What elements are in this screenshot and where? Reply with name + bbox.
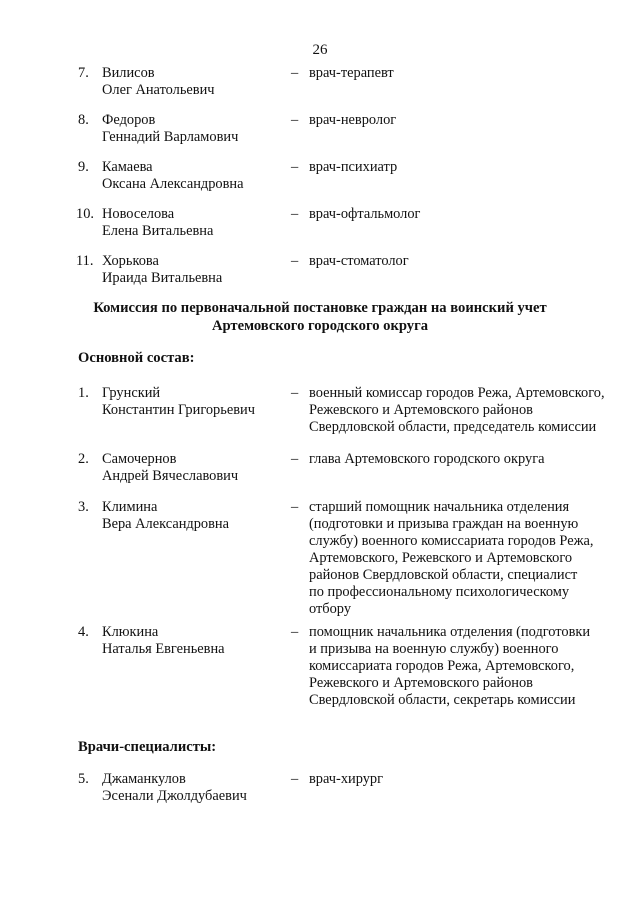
- dash-separator: –: [291, 253, 299, 269]
- role-line: комиссариата городов Режа, Артемовского,: [309, 658, 575, 674]
- role-line: (подготовки и призыва граждан на военную: [309, 516, 579, 532]
- item-number: 2.: [78, 451, 89, 467]
- person-given-names: Оксана Александровна: [102, 176, 244, 192]
- item-number: 4.: [78, 624, 89, 640]
- person-name: [102, 65, 292, 99]
- person-role: [309, 624, 629, 709]
- role-line: помощник начальника отделения (подготовки: [309, 624, 591, 640]
- item-number: 10.: [76, 206, 94, 222]
- main-composition-heading: Основной состав:: [78, 350, 195, 366]
- person-given-names: Эсенали Джолдубаевич: [102, 788, 247, 804]
- person-surname: Новоселова: [102, 206, 175, 222]
- person-role: врач-психиатр: [309, 159, 398, 175]
- role-line: Свердловской области, секретарь комиссии: [309, 692, 576, 708]
- person-given-names: Олег Анатольевич: [102, 82, 215, 98]
- role-line: Режевского и Артемовского районов: [309, 402, 533, 418]
- role-line: старший помощник начальника отделения: [309, 499, 570, 515]
- person-surname: Джаманкулов: [102, 771, 186, 787]
- person-role: врач-хирург: [309, 771, 384, 787]
- person-name: [102, 159, 292, 193]
- item-number: 1.: [78, 385, 89, 401]
- person-given-names: Вера Александровна: [102, 516, 230, 532]
- section-title-line-1: Комиссия по первоначальной постановке граждан на воинский учет: [93, 300, 547, 316]
- dash-separator: –: [291, 159, 299, 175]
- person-name: [102, 624, 292, 658]
- person-name: [102, 771, 292, 805]
- person-name: [102, 253, 292, 287]
- item-number: 8.: [78, 112, 89, 128]
- role-line: районов Свердловской области, специалист: [309, 567, 578, 583]
- person-role: врач-стоматолог: [309, 253, 409, 269]
- dash-separator: –: [291, 385, 299, 401]
- role-line: службу) военного комиссариата городов Режа,: [309, 533, 594, 549]
- role-line: военный комиссар городов Режа, Артемовского,: [309, 385, 605, 401]
- dash-separator: –: [291, 451, 299, 467]
- dash-separator: –: [291, 112, 299, 128]
- role-line: и призыва на военную службу) военного: [309, 641, 559, 657]
- item-number: 11.: [76, 253, 94, 269]
- person-surname: Клюкина: [102, 624, 159, 640]
- person-surname: Хорькова: [102, 253, 159, 269]
- role-line: Режевского и Артемовского районов: [309, 675, 533, 691]
- person-surname: Федоров: [102, 112, 156, 128]
- person-role: [309, 385, 629, 436]
- person-role: [309, 451, 629, 468]
- person-name: [102, 385, 292, 419]
- person-given-names: Ираида Витальевна: [102, 270, 223, 286]
- person-name: [102, 451, 292, 485]
- item-number: 5.: [78, 771, 89, 787]
- person-role: врач-невролог: [309, 112, 397, 128]
- person-surname: Грунский: [102, 385, 161, 401]
- person-name: [102, 499, 292, 533]
- dash-separator: –: [291, 771, 299, 787]
- role-line: Артемовского, Режевского и Артемовского: [309, 550, 573, 566]
- role-line: по профессиональному психологическому: [309, 584, 570, 600]
- person-role: врач-офтальмолог: [309, 206, 421, 222]
- item-number: 9.: [78, 159, 89, 175]
- person-role: врач-терапевт: [309, 65, 394, 81]
- section-title-line-2: Артемовского городского округа: [211, 318, 429, 334]
- doctors-heading: Врачи-специалисты:: [78, 739, 217, 755]
- dash-separator: –: [291, 499, 299, 515]
- person-given-names: Наталья Евгеньевна: [102, 641, 225, 657]
- role-line: отбору: [309, 601, 352, 617]
- person-surname: Самочернов: [102, 451, 177, 467]
- dash-separator: –: [291, 206, 299, 222]
- dash-separator: –: [291, 65, 299, 81]
- person-role: [309, 499, 629, 618]
- page-number: 26: [312, 42, 328, 58]
- person-surname: Вилисов: [102, 65, 155, 81]
- person-given-names: Елена Витальевна: [102, 223, 214, 239]
- item-number: 7.: [78, 65, 89, 81]
- person-name: [102, 112, 292, 146]
- item-number: 3.: [78, 499, 89, 515]
- person-given-names: Геннадий Варламович: [102, 129, 239, 145]
- role-line: глава Артемовского городского округа: [309, 451, 545, 467]
- role-line: Свердловской области, председатель комиссии: [309, 419, 597, 435]
- person-given-names: Константин Григорьевич: [102, 402, 255, 418]
- person-given-names: Андрей Вячеславович: [102, 468, 239, 484]
- person-surname: Камаева: [102, 159, 153, 175]
- person-surname: Климина: [102, 499, 158, 515]
- dash-separator: –: [291, 624, 299, 640]
- person-name: [102, 206, 292, 240]
